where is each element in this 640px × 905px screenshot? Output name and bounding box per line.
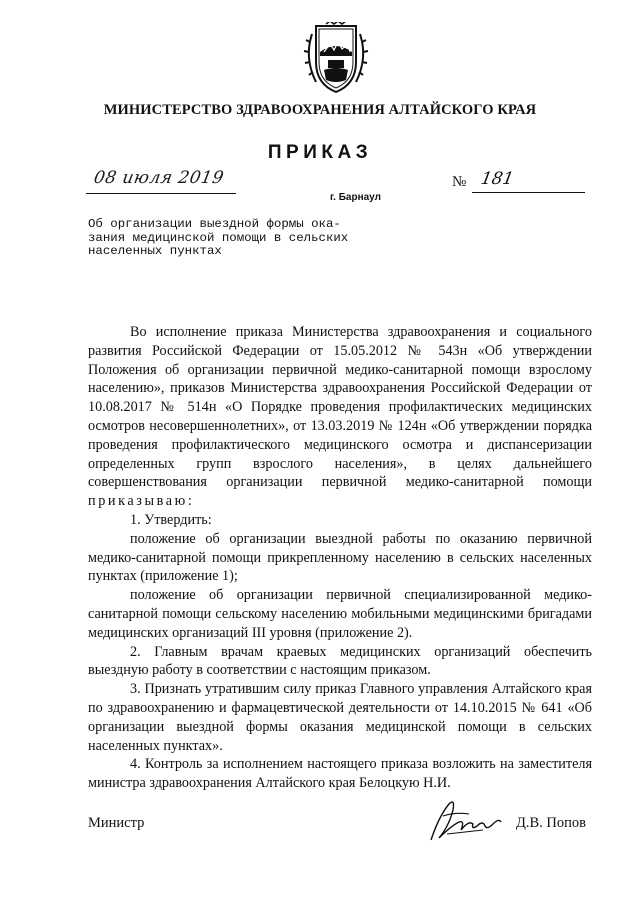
order-number: 181 [479, 169, 516, 189]
ministry-heading: МИНИСТЕРСТВО ЗДРАВООХРАНЕНИЯ АЛТАЙСКОГО КРАЯ [103, 102, 537, 118]
preamble-paragraph [88, 323, 592, 511]
signatory-role: Министр [88, 815, 145, 831]
item-4: 4. Контроль за исполнением настоящего приказа возложить на заместителя министра здравоохранения Алтайского края Белоцкую Н.И. [88, 756, 592, 792]
city-label: г. Барнаул [330, 192, 381, 203]
order-word: приказываю [88, 493, 188, 510]
item-2: 2. Главным врачам краевых медицинских организаций обеспечить выездную работу в соответствии с настоящим приказом. [88, 643, 592, 679]
coat-of-arms-icon [302, 22, 370, 94]
item-1-position-a: положение об организации выездной работы по оказанию первичной медико-санитарной помощи прикрепленному населению в сельских населенных пунктах (приложение 1); [88, 530, 592, 585]
subject-line: населенных пунктах [88, 244, 222, 258]
order-body [88, 323, 592, 793]
document-type-title: ПРИКАЗ [267, 142, 373, 163]
order-colon: : [187, 493, 192, 510]
item-1-position-b: положение об организации первичной специализированной медико-санитарной помощи сельскому населению мобильными медицинскими бригадами медицинских организаций III уровня (приложение 2). [88, 587, 592, 641]
item-3: 3. Признать утратившим силу приказ Главного управления Алтайского края по здравоохранению и фармацевтической деятельности от 14.10.2015 № 641 «Об организации выездной формы оказания медицинской помощи в сельских населенных пунктах». [88, 681, 592, 754]
item-1: 1. Утвердить: [130, 511, 212, 528]
signatory-name: Д.В. Попов [516, 815, 587, 831]
subject-line: Об организации выездной формы ока- [88, 217, 341, 231]
preamble-text: Во исполнение приказа Министерства здравоохранения и социального развития Российской Федерации от 15.05.2012 № 543н «Об утверждении Положения об организации первичной медико-санитарной помощи взрослому населению», приказов Министерства здравоохранения Российской Федерации от 10.08.2017 № 514н «О Порядке проведения профилактических медицинских осмотров несовершеннолетних», от 13.03.2019 № 124н «Об утверждении порядка проведения профилактического медицинского осмотра и диспансеризации определенных групп взрослого населения», в целях дальнейшего совершенствования организации первичной медико-санитарной помощи [88, 324, 592, 491]
handwritten-signature-icon [425, 796, 505, 846]
order-subject [88, 218, 358, 259]
number-prefix: № [452, 174, 467, 190]
subject-line: зания медицинской помощи в сельских [88, 230, 349, 245]
order-date: 08 июля 2019 [92, 168, 226, 188]
